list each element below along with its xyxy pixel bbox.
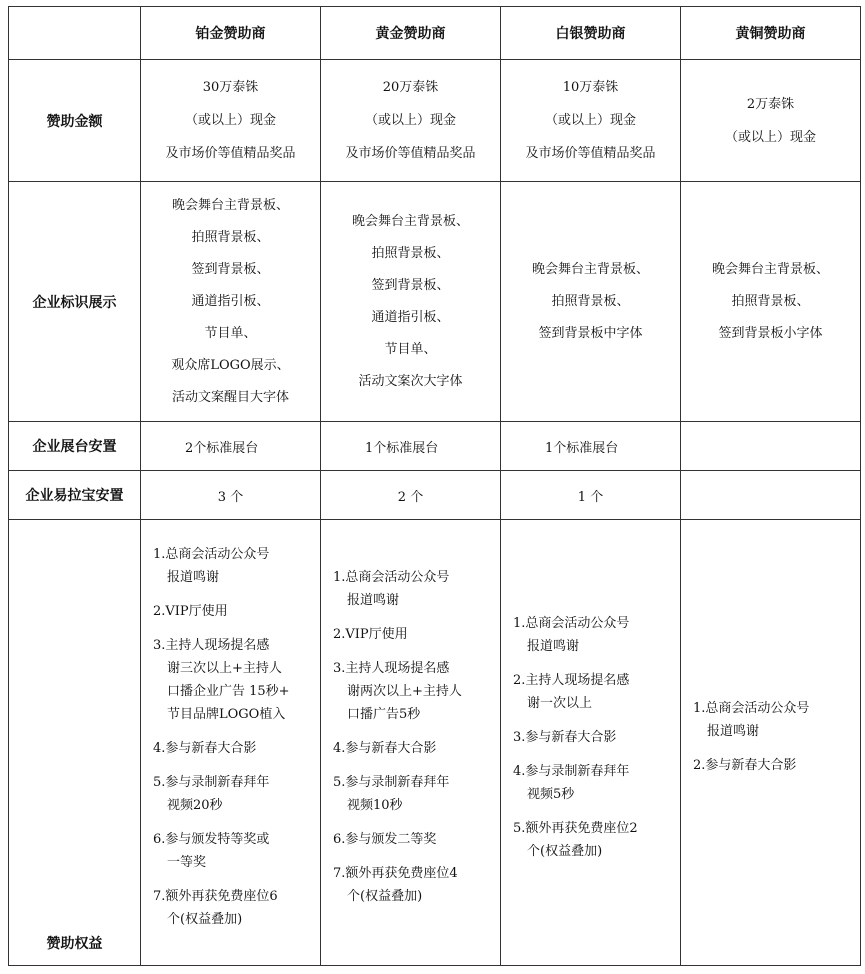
benefit-line: 报道鸣谢 [527,638,580,654]
cell-line: （或以上）现金 [724,129,816,145]
benefits-label: 赞助权益 [9,520,141,966]
sponsorship-table [8,6,861,966]
booth-row [9,422,861,471]
logo-row [9,182,861,422]
benefit-line: 4.参与新春大合影 [153,741,257,756]
benefit-line: 节目品牌LOGO植入 [167,707,286,722]
cell-line: 通道指引板、 [191,293,270,309]
cell-line: 拍照背景板、 [371,245,450,261]
benefits-bronze [681,520,861,966]
benefit-item [333,862,500,908]
booth-gold: 1个标准展台 [321,422,501,471]
benefit-line: 7.额外再获免费座位4 [333,866,458,881]
cell-line: 拍照背景板、 [731,293,810,309]
booth-bronze [681,422,861,471]
benefit-line: 谢三次以上+主持人 [167,661,282,676]
cell-line: （或以上）现金 [544,113,636,128]
benefit-line: 2.主持人现场提名感 [513,672,630,688]
benefit-item [153,828,320,874]
benefit-item [333,566,500,612]
header-bronze: 黄铜赞助商 [681,7,861,60]
header-gold: 黄金赞助商 [321,7,501,60]
amount-silver [501,60,681,182]
benefit-item [693,697,860,743]
benefit-line: 报道鸣谢 [167,570,220,585]
benefit-item [153,737,320,760]
benefit-line: 6.参与颁发二等奖 [333,832,437,847]
benefit-line: 1.总商会活动公众号 [333,570,450,585]
amount-gold [321,60,501,182]
logo-gold [321,182,501,422]
benefit-line: 6.参与颁发特等奖或 [153,832,270,847]
cell-line: 活动文案醒目大字体 [171,389,289,405]
benefit-line: 视频10秒 [347,798,403,813]
cell-line: 晚会舞台主背景板、 [711,261,829,277]
benefit-item [333,737,500,760]
cell-line: 晚会舞台主背景板、 [171,197,289,213]
benefit-line: 3.主持人现场提名感 [333,661,450,676]
benefit-line: 谢两次以上+主持人 [347,684,462,699]
cell-line: 2万泰铢 [746,96,795,112]
cell-line: 晚会舞台主背景板、 [531,261,649,277]
benefit-line: 5.额外再获免费座位2 [513,820,638,836]
benefit-line: 个(权益叠加) [167,912,243,927]
benefit-item [153,600,320,623]
booth-silver: 1个标准展台 [501,422,681,471]
benefit-item [153,771,320,817]
benefit-item [153,885,320,931]
benefit-item [153,543,320,589]
cell-line: 及市场价等值精品奖品 [345,146,476,161]
benefit-line: 1.总商会活动公众号 [513,615,630,631]
benefit-item [333,771,500,817]
amount-label: 赞助金额 [9,60,141,182]
cell-line: 30万泰铢 [202,80,259,95]
benefit-item [513,760,680,806]
amount-bronze [681,60,861,182]
cell-line: 10万泰铢 [562,80,619,95]
corner-cell [9,7,141,60]
benefit-line: 1.总商会活动公众号 [693,701,810,716]
benefit-item [153,634,320,726]
cell-line: 签到背景板中字体 [538,325,643,341]
logo-platinum [141,182,321,422]
cell-line: 拍照背景板、 [191,229,270,245]
rollup-bronze [681,471,861,520]
rollup-platinum: 3 个 [141,471,321,520]
booth-platinum: 2个标准展台 [141,422,321,471]
benefit-line: 5.参与录制新春拜年 [153,775,270,790]
cell-line: 通道指引板、 [371,309,450,325]
benefit-line: 口播广告5秒 [347,707,421,722]
benefit-line: 3.主持人现场提名感 [153,638,270,653]
cell-line: 签到背景板小字体 [718,325,823,341]
cell-line: 节目单、 [204,325,257,341]
rollup-row [9,471,861,520]
cell-line: （或以上）现金 [184,113,276,128]
cell-line: 签到背景板、 [371,277,450,293]
benefit-line: 4.参与录制新春拜年 [513,763,630,779]
cell-line: 晚会舞台主背景板、 [351,213,469,229]
booth-label: 企业展台安置 [9,422,141,471]
benefit-item [693,754,860,777]
benefit-line: 视频20秒 [167,798,223,813]
benefit-line: 2.参与新春大合影 [693,758,797,773]
benefit-item [513,669,680,715]
header-platinum: 铂金赞助商 [141,7,321,60]
benefit-line: 3.参与新春大合影 [513,729,617,745]
rollup-silver: 1 个 [501,471,681,520]
amount-platinum [141,60,321,182]
header-silver: 白银赞助商 [501,7,681,60]
benefit-item [513,726,680,749]
cell-line: （或以上）现金 [364,113,456,128]
cell-line: 及市场价等值精品奖品 [165,146,296,161]
benefits-silver [501,520,681,966]
benefits-row [9,520,861,966]
benefit-line: 个(权益叠加) [347,889,423,904]
logo-silver [501,182,681,422]
benefits-gold [321,520,501,966]
cell-line: 及市场价等值精品奖品 [525,146,656,161]
benefit-item [333,828,500,851]
benefit-line: 报道鸣谢 [707,724,760,739]
benefit-line: 一等奖 [167,855,207,870]
benefit-item [333,623,500,646]
benefit-line: 2.VIP厅使用 [153,604,228,619]
amount-row [9,60,861,182]
rollup-label: 企业易拉宝安置 [9,471,141,520]
benefit-line: 报道鸣谢 [347,593,400,608]
benefit-item [513,612,680,658]
cell-line: 活动文案次大字体 [358,373,463,389]
benefit-line: 个(权益叠加) [527,843,603,859]
benefit-item [333,657,500,726]
benefit-line: 4.参与新春大合影 [333,741,437,756]
cell-line: 签到背景板、 [191,261,270,277]
benefit-line: 谢一次以上 [527,695,593,711]
benefit-item [513,817,680,863]
logo-bronze [681,182,861,422]
cell-line: 20万泰铢 [382,80,439,95]
benefit-line: 视频5秒 [527,786,575,802]
header-row [9,7,861,60]
benefit-line: 5.参与录制新春拜年 [333,775,450,790]
cell-line: 节目单、 [384,341,437,357]
rollup-gold: 2 个 [321,471,501,520]
benefit-line: 1.总商会活动公众号 [153,547,270,562]
logo-label: 企业标识展示 [9,182,141,422]
benefit-line: 7.额外再获免费座位6 [153,889,278,904]
cell-line: 拍照背景板、 [551,293,630,309]
benefit-line: 2.VIP厅使用 [333,627,408,642]
benefits-platinum [141,520,321,966]
benefit-line: 口播企业广告 15秒+ [167,684,290,699]
cell-line: 观众席LOGO展示、 [171,357,290,373]
